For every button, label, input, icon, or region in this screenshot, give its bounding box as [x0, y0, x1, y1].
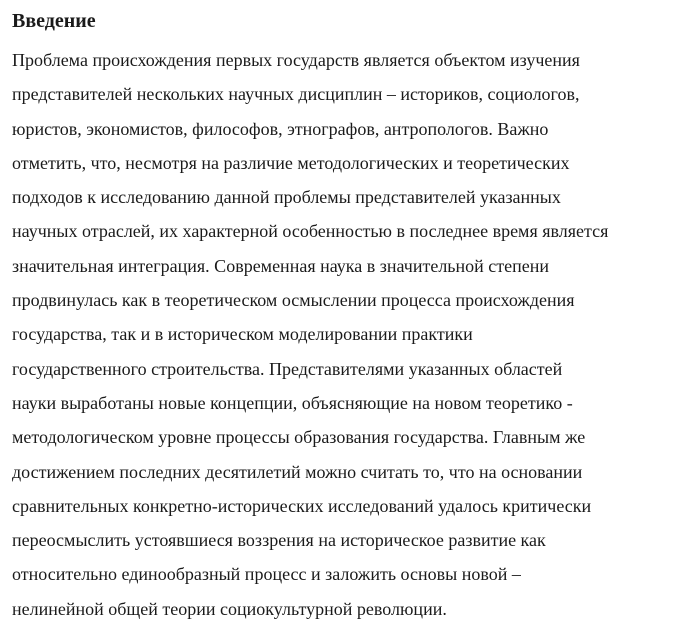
paragraph-line: государственного строительства. Представителями указанных областей	[12, 358, 563, 379]
paragraph-line: науки выработаны новые концепции, объясняющие на новом теоретико -	[12, 392, 573, 413]
paragraph-line: переосмыслить устоявшиеся воззрения на историческое развитие как	[12, 530, 546, 551]
paragraph-line: относительно единообразный процесс и заложить основы новой –	[12, 564, 521, 585]
paragraph-line: продвинулась как в теоретическом осмыслении процесса происхождения	[12, 290, 575, 311]
paragraph-line: нелинейной общей теории социокультурной революции.	[12, 598, 447, 619]
paragraph-line: методологическом уровне процессы образования государства. Главным же	[12, 427, 586, 448]
paragraph-line: подходов к исследованию данной проблемы представителей указанных	[12, 187, 561, 208]
paragraph-line: Проблема происхождения первых государств является объектом изучения	[12, 50, 580, 70]
paragraph-line: достижением последних десятилетий можно считать то, что на основании	[12, 461, 583, 482]
paragraph-line: сравнительных конкретно-исторических исследований удалось критически	[12, 495, 592, 516]
document	[12, 8, 688, 626]
paragraph-line: значительная интеграция. Современная наука в значительной степени	[12, 255, 550, 276]
paragraph-line: научных отраслей, их характерной особенностью в последнее время является	[12, 221, 609, 242]
intro-paragraph	[12, 43, 688, 626]
paragraph-line: юристов, экономистов, философов, этнографов, антропологов. Важно	[12, 118, 549, 139]
paragraph-line: представителей нескольких научных дисциплин – историков, социологов,	[12, 84, 580, 105]
page-title: Введение	[12, 10, 96, 32]
paragraph-line: отметить, что, несмотря на различие методологических и теоретических	[12, 152, 570, 173]
paragraph-line: государства, так и в историческом моделировании практики	[12, 324, 473, 345]
